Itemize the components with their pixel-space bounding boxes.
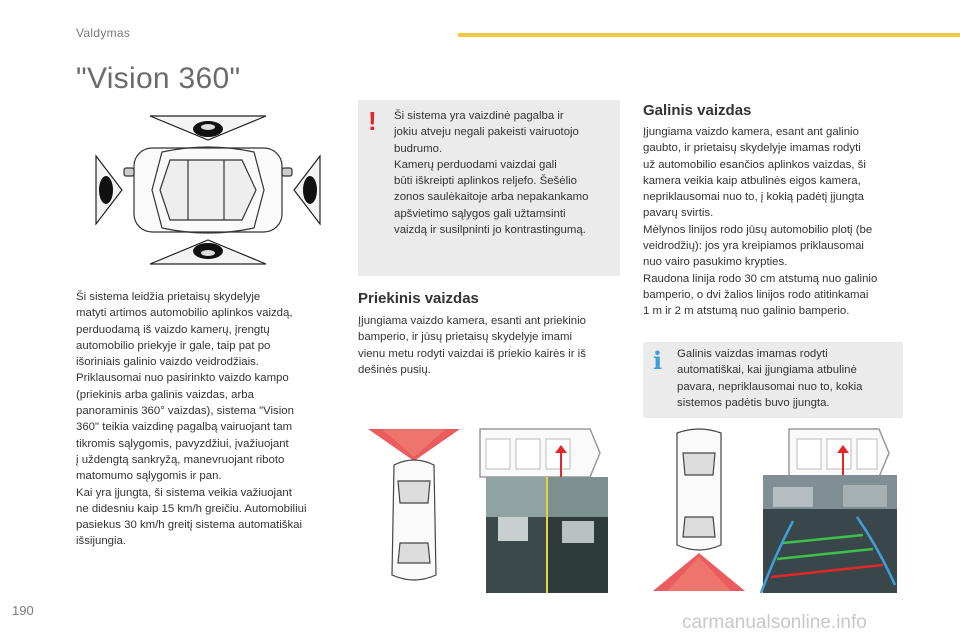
car-top-front <box>392 460 436 580</box>
camera-zone-front <box>150 116 266 140</box>
rear-camera-cone <box>653 553 745 591</box>
page-title: "Vision 360" <box>76 62 241 95</box>
info-text: Galinis vaizdas imamas rodyti automatiškai, kai įjungiama atbulinė pavara, nepriklausomai nuo to, kokia sistemos padėtis buvo įjungta. <box>677 348 863 409</box>
warning-icon: ! <box>368 106 377 136</box>
front-camera-photo <box>486 477 608 593</box>
intro-paragraph: Ši sistema leidžia prietaisų skydelyje matyti artimos automobilio aplinkos vaizdą, perduodamą iš vaizdo kamerų, įrengtų automobilio priekyje ir gale, taip pat po išoriniais galinio vaizdo veidrodžiais. Priklausomai nuo pasirinkto vaizdo kampo (priekinis arba galinis vaizdas, arba panoraminis 360° vaizdas), sistema "Vision 360" teikia vaizdinę pagalbą vairuojant tam tikromis sąlygomis, pavyzdžiui, įvažiuojant į uždengtą sankryžą, manevruojant riboto matomumo sąlygomis ir pan. Kai yra įjungta, ši sistema veikia važiuojant ne didesniu kaip 15 km/h greičiu. Automobiliui pasiekus 30 km/h greitį sistema automatiškai išsijungia. <box>76 291 307 548</box>
header-accent-bar <box>458 33 960 37</box>
car-top-view-illustration <box>92 112 324 268</box>
warning-text: Ši sistema yra vaizdinė pagalba ir jokiu atveju negali pakeisti vairuotojo budrumo. Kamerų perduodami vaizdai gali būti iškreipti aplinkos reljefo. Šešėlio zonos saulėkaitoje arba nepakankamo apšvietimo sąlygos gali užtamsinti vaizdą ir susilpninti jo kontrastingumą. <box>394 110 589 237</box>
car-top-rear <box>677 429 721 550</box>
front-view-heading: Priekinis vaizdas <box>358 290 479 307</box>
camera-zone-right <box>294 156 320 224</box>
page-number: 190 <box>12 603 34 618</box>
screen-icon-front <box>480 429 600 485</box>
front-view-text: Įjungiama vaizdo kamera, esanti ant priekinio bamperio, ir jūsų prietaisų skydelyje imami vienu metu rodyti vaizdai iš priekio kairės ir iš dešinės pusių. <box>358 315 586 376</box>
rear-view-heading: Galinis vaizdas <box>643 102 752 119</box>
front-view-illustration <box>358 425 620 595</box>
info-icon: i <box>653 346 663 375</box>
section-label: Valdymas <box>76 26 131 40</box>
front-camera-cone <box>368 429 460 461</box>
rear-view-text: Įjungiama vaizdo kamera, esant ant galinio gaubto, ir prietaisų skydelyje imamas rodyti už automobilio esančios aplinkos vaizdas, ši kamera veikia kaip atbulinės eigos kamera, nepriklausomai nuo to, į kokią padėtį įjungta pavarų svirtis. Mėlynos linijos rodo jūsų automobilio plotį (be veidrodžių): jos yra kreipiamos priklausomai nuo vairo pasukimo krypties. Raudona linija rodo 30 cm atstumą nuo galinio bamperio, o dvi žalios linijos rodo atitinkamai 1 m ir 2 m atstumą nuo galinio bamperio. <box>643 126 878 318</box>
camera-zone-left <box>96 156 122 224</box>
camera-zone-rear <box>150 240 266 264</box>
rear-camera-photo <box>761 475 897 593</box>
rear-view-illustration <box>643 425 905 595</box>
car-body-top <box>124 147 292 233</box>
watermark-text: carmanualsonline.info <box>682 612 867 633</box>
